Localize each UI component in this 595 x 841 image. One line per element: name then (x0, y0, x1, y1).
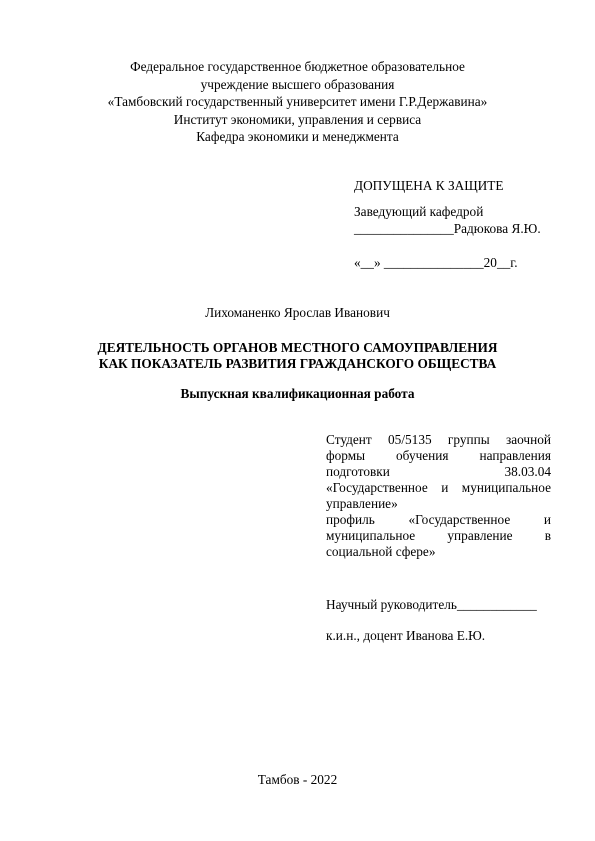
approval-position: Заведующий кафедрой (354, 204, 484, 219)
supervisor-label: Научный руководитель____________ (326, 597, 537, 612)
header-line-4: Институт экономики, управления и сервиса (173, 111, 422, 127)
thesis-title-line-2: КАК ПОКАЗАТЕЛЬ РАЗВИТИЯ ГРАЖДАНСКОГО ОБЩЕСТВА (98, 356, 497, 371)
supervisor-name: к.и.н., доцент Иванова Е.Ю. (326, 628, 486, 643)
approval-block (354, 177, 564, 271)
student-line-2: формы обучения направления (326, 448, 551, 463)
author-name: Лихоманенко Ярослав Иванович (205, 305, 390, 320)
student-line-6: профиль «Государственное и (326, 512, 551, 527)
approval-signature: _______________Радюкова Я.Ю. (354, 221, 541, 236)
thesis-title-line-1: ДЕЯТЕЛЬНОСТЬ ОРГАНОВ МЕСТНОГО САМОУПРАВЛЕНИЯ (97, 340, 498, 355)
header-line-1: Федеральное государственное бюджетное образовательное (130, 59, 465, 74)
work-type: Выпускная квалификационная работа (180, 386, 415, 401)
header-line-3: «Тамбовский государственный университет имени Г.Р.Державина» (107, 94, 488, 109)
student-line-5: управление» (326, 496, 398, 511)
student-line-7: муниципальное управление в (326, 528, 551, 543)
footer-city-year: Тамбов - 2022 (257, 772, 338, 787)
student-line-1: Студент 05/5135 группы заочной (326, 432, 551, 447)
student-info (326, 432, 551, 560)
approval-title: ДОПУЩЕНА К ЗАЩИТЕ (354, 178, 504, 193)
thesis-title (0, 340, 595, 372)
student-line-3: подготовки 38.03.04 (326, 464, 551, 479)
header-line-2: учреждение высшего образования (200, 76, 395, 92)
student-line-8: социальной сфере» (326, 544, 436, 559)
student-line-4: «Государственное и муниципальное (326, 480, 551, 495)
header-line-5: Кафедра экономики и менеджмента (196, 129, 399, 144)
approval-date: «__» _______________20__г. (354, 255, 518, 270)
institution-header (0, 58, 595, 146)
